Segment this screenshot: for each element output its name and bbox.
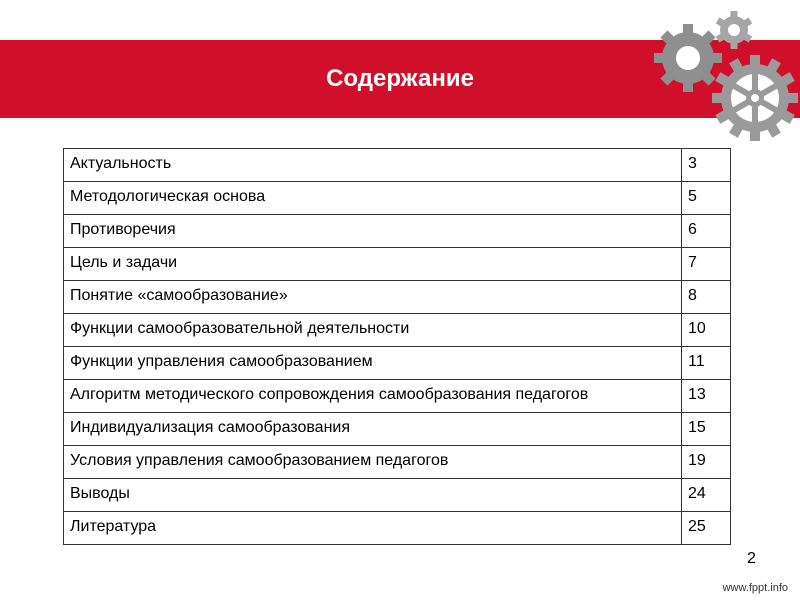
toc-item-label: Противоречия <box>64 215 682 248</box>
table-row <box>64 182 731 215</box>
toc-item-label: Цель и задачи <box>64 248 682 281</box>
toc-item-page: 15 <box>682 413 731 446</box>
toc-item-label: Методологическая основа <box>64 182 682 215</box>
toc-item-label: Актуальность <box>64 149 682 182</box>
toc-item-label: Условия управления самообразованием педагогов <box>64 446 682 479</box>
table-row <box>64 512 731 545</box>
toc-item-page: 25 <box>682 512 731 545</box>
toc-item-page: 7 <box>682 248 731 281</box>
toc-item-page: 10 <box>682 314 731 347</box>
table-row <box>64 347 731 380</box>
toc-item-page: 11 <box>682 347 731 380</box>
toc-item-page: 5 <box>682 182 731 215</box>
slide-number: 2 <box>747 550 756 567</box>
table-row <box>64 413 731 446</box>
table-row <box>64 149 731 182</box>
toc-item-page: 24 <box>682 479 731 512</box>
table-row <box>64 479 731 512</box>
table-row <box>64 281 731 314</box>
toc-item-label: Понятие «самообразование» <box>64 281 682 314</box>
toc-item-page: 19 <box>682 446 731 479</box>
table-row <box>64 380 731 413</box>
table-row <box>64 314 731 347</box>
toc-item-label: Функции самообразовательной деятельности <box>64 314 682 347</box>
toc-item-label: Индивидуализация самообразования <box>64 413 682 446</box>
toc-item-page: 6 <box>682 215 731 248</box>
toc-item-page: 3 <box>682 149 731 182</box>
table-row <box>64 446 731 479</box>
toc-item-page: 8 <box>682 281 731 314</box>
toc-item-label: Алгоритм методического сопровождения самообразования педагогов <box>64 380 682 413</box>
toc-item-label: Функции управления самообразованием <box>64 347 682 380</box>
table-row <box>64 248 731 281</box>
toc-item-page: 13 <box>682 380 731 413</box>
page-title: Содержание <box>326 65 474 92</box>
site-watermark: www.fppt.info <box>722 582 788 594</box>
contents-table <box>63 148 731 545</box>
toc-item-label: Выводы <box>64 479 682 512</box>
toc-item-label: Литература <box>64 512 682 545</box>
table-row <box>64 215 731 248</box>
